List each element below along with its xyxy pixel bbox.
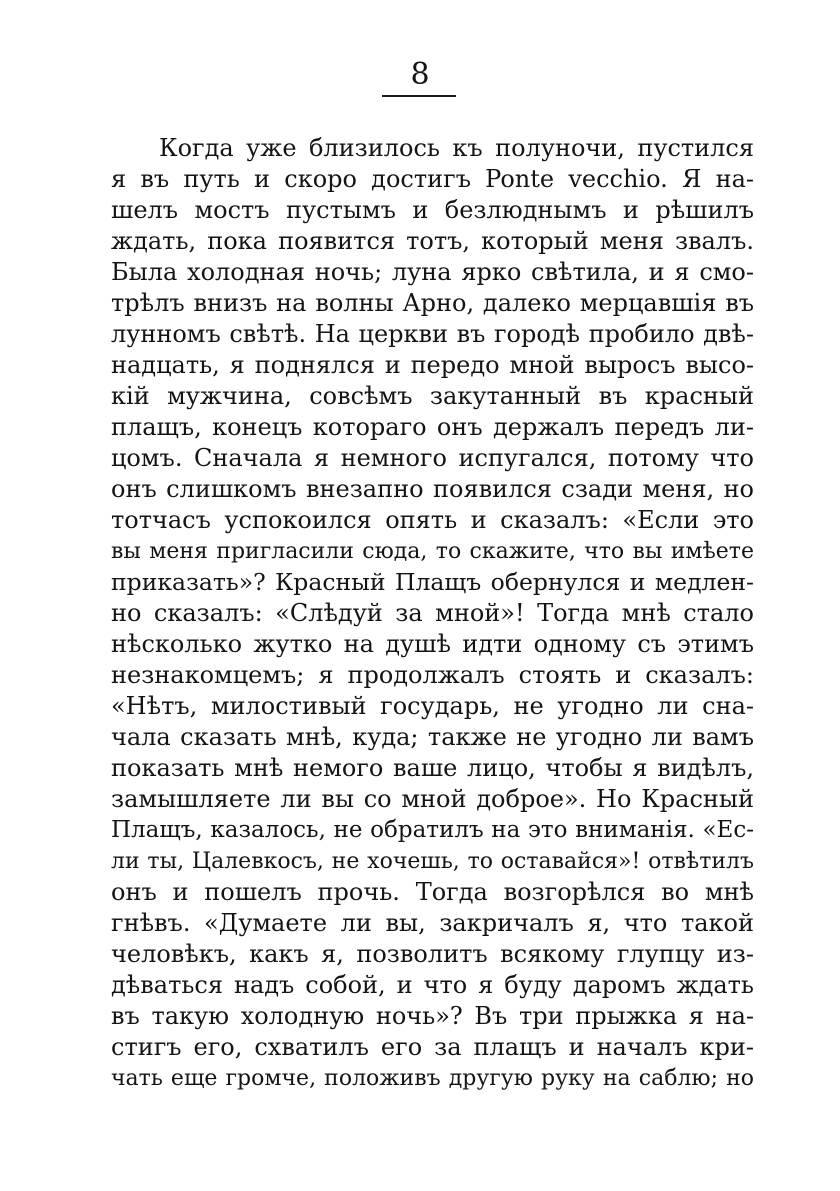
text-line-30: стигъ его, схватилъ его за плащъ и началъ кри- (111, 1033, 754, 1061)
text-line-2: я въ путь и скоро достигъ Ponte vecchio. Я на- (111, 165, 754, 193)
text-line-29: въ такую холодную ночь»? Въ три прыжка я на- (111, 1002, 754, 1030)
text-line-3: шелъ мостъ пустымъ и безлюднымъ и рѣшилъ (111, 196, 754, 224)
text-line-9: кій мужчина, совсѣмъ закутанный въ красный (111, 382, 754, 410)
text-line-10: плащъ, конецъ котораго онъ держалъ передъ ли- (111, 413, 754, 441)
text-line-21: показать мнѣ немого ваше лицо, чтобы я видѣлъ, (111, 754, 754, 782)
text-line-26: гнѣвъ. «Думаете ли вы, закричалъ я, что такой (111, 909, 754, 937)
text-line-13: тотчасъ успокоился опять и сказалъ: «Если это (111, 506, 754, 534)
text-line-11: цомъ. Сначала я немного испугался, потому что (111, 444, 754, 472)
text-line-22: замышляете ли вы со мной доброе». Но Красный (111, 785, 754, 813)
text-line-17: нѣсколько жутко на душѣ идти одному съ этимъ (111, 630, 754, 658)
text-line-25: онъ и пошелъ прочь. Тогда возгорѣлся во мнѣ (111, 878, 754, 906)
text-line-18: незнакомцемъ; я продолжалъ стоять и сказалъ: (111, 661, 754, 689)
text-line-12: онъ слишкомъ внезапно появился сзади меня, но (111, 475, 754, 503)
text-line-4: ждать, пока появится тотъ, который меня звалъ. (111, 227, 754, 255)
text-line-24: ли ты, Цалевкосъ, не хочешь, то оставайся»! отвѣтилъ (111, 849, 754, 874)
text-line-7: лунномъ свѣтѣ. На церкви въ городѣ пробило двѣ- (111, 320, 754, 348)
text-line-14: вы меня пригласили сюда, то скажите, что вы имѣете (111, 539, 754, 564)
body-text (111, 133, 754, 1094)
text-line-27: человѣкъ, какъ я, позволитъ всякому глупцу из- (111, 940, 754, 968)
text-line-15: приказать»? Красный Плащъ обернулся и медлен- (111, 568, 754, 596)
text-line-28: дѣваться надъ собой, и что я буду даромъ ждать (111, 971, 754, 999)
text-line-31: чать еще громче, положивъ другую руку на саблю; но (111, 1066, 754, 1091)
text-line-20: чала сказать мнѣ, куда; также не угодно ли вамъ (111, 723, 754, 751)
page-number-rule (382, 95, 456, 97)
text-line-5: Была холодная ночь; луна ярко свѣтила, и я смо- (111, 258, 754, 286)
text-line-23: Плащъ, казалось, не обратилъ на это вниманія. «Ес- (111, 817, 754, 843)
text-line-19: «Нѣтъ, милостивый государь, не угодно ли сна- (111, 692, 754, 720)
text-line-6: трѣлъ внизъ на волны Арно, далеко мерцавшія въ (111, 289, 754, 317)
text-line-1: Когда уже близилось къ полуночи, пустился (159, 134, 754, 162)
text-line-8: надцать, я поднялся и передо мной выросъ высо- (111, 351, 754, 379)
page-number: 8 (410, 57, 430, 92)
text-line-16: но сказалъ: «Слѣдуй за мной»! Тогда мнѣ стало (111, 599, 754, 627)
